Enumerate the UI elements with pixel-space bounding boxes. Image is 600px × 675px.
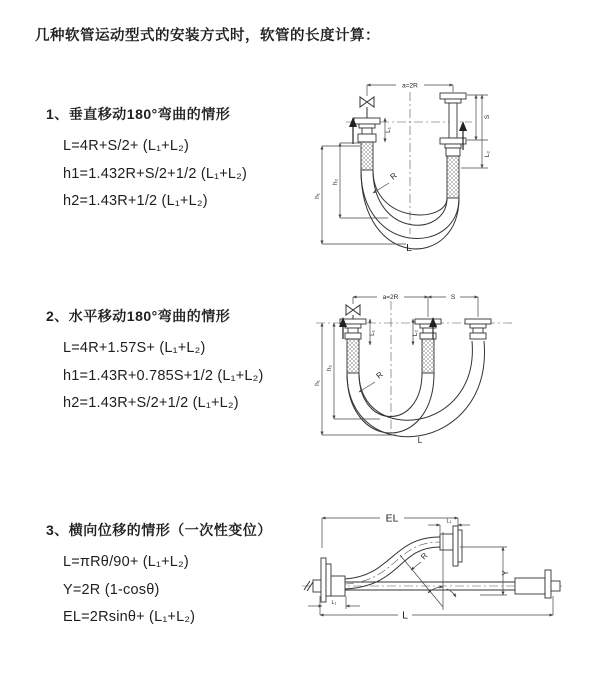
right-flange-upper [440, 93, 466, 138]
dim-l1-top [428, 519, 470, 534]
braided-hose-section [361, 142, 373, 170]
formula-el: EL=2Rsinθ+ (L₁+L₂) [63, 609, 196, 625]
braided-hose-section [447, 156, 459, 198]
section-1 [46, 104, 316, 216]
dim-label-l: L [402, 609, 408, 622]
dim-s [428, 294, 478, 301]
section-2 [46, 306, 316, 418]
dim-label-l1: L₁ [385, 127, 392, 133]
diagram-vertical-180-bend [310, 72, 525, 254]
dim-label-h2: h₂ [332, 178, 339, 186]
dim-width [353, 294, 428, 301]
dim-label-s: S [450, 294, 456, 301]
right-flange-moved [465, 319, 491, 339]
dim-label-l1: L₁ [446, 518, 452, 525]
formula-h2: h2=1.43R+S/2+1/2 (L₁+L₂) [63, 395, 239, 411]
formula-h1: h1=1.43R+0.785S+1/2 (L₁+L₂) [63, 367, 264, 384]
dim-label-el: EL [385, 512, 399, 525]
diagram-horizontal-180-bend [308, 283, 525, 461]
dim-label-l1: L₁ [331, 600, 337, 606]
section-3-heading: 3、横向位移的情形（一次性变位） [46, 522, 272, 538]
right-flange-lower [440, 138, 466, 156]
formula-h2: h2=1.43R+1/2 (L₁+L₂) [63, 193, 208, 209]
right-flange [515, 570, 560, 598]
dim-y [460, 547, 510, 595]
formula-y: Y=2R (1-cosθ) [63, 581, 160, 598]
left-flange [304, 558, 345, 602]
dim-label-r: R [419, 550, 430, 562]
left-flange [354, 118, 380, 142]
braided-hose-section [422, 339, 434, 373]
dim-label-l2: L₂ [484, 150, 491, 158]
dim-h1 [314, 146, 406, 244]
dim-el [322, 513, 458, 549]
dim-label-l1: L₁ [369, 330, 376, 336]
dim-label-l: L [406, 242, 412, 254]
dim-label-h1: h₁ [314, 193, 321, 199]
dim-l1-left [308, 596, 360, 609]
section-3 [46, 520, 316, 632]
valve-icon [360, 97, 374, 118]
dim-label-h2: h₂ [326, 364, 333, 372]
formula-h1: h1=1.432R+S/2+1/2 (L₁+L₂) [63, 165, 248, 182]
dim-label-a2r: a=2R [402, 82, 418, 90]
dim-l [320, 596, 553, 622]
dim-l1 [385, 118, 392, 142]
section-2-heading: 2、水平移动180°弯曲的情形 [46, 308, 231, 324]
formula-l: L=πRθ/90+ (L₁+L₂) [63, 554, 189, 570]
dim-label-r: R [388, 170, 399, 182]
dim-label-l2: L₂ [412, 329, 419, 337]
extension-lines [353, 297, 478, 317]
diagram-lateral-displacement [300, 500, 600, 630]
formula-l: L=4R+S/2+ (L₁+L₂) [63, 138, 189, 154]
u-bend-hose [347, 341, 484, 437]
formula-l: L=4R+1.57S+ (L₁+L₂) [63, 340, 206, 356]
dim-label-h1: h₁ [314, 380, 321, 386]
dim-label-y: Y [501, 570, 510, 576]
valve-icon [346, 305, 360, 319]
dim-label-l: L [417, 436, 423, 445]
dim-s [461, 95, 491, 168]
page-title: 几种软管运动型式的安装方式时，软管的长度计算： [35, 28, 380, 44]
dim-label-a2r: a=2R [382, 294, 399, 301]
dim-r [359, 370, 385, 392]
dim-label-s: S [484, 114, 491, 120]
hose-displaced-position [345, 537, 440, 589]
dim-label-r: R [374, 369, 385, 381]
section-1-heading: 1、垂直移动180°弯曲的情形 [46, 106, 231, 122]
braided-hose-section [347, 339, 359, 373]
dim-h2 [332, 143, 388, 218]
